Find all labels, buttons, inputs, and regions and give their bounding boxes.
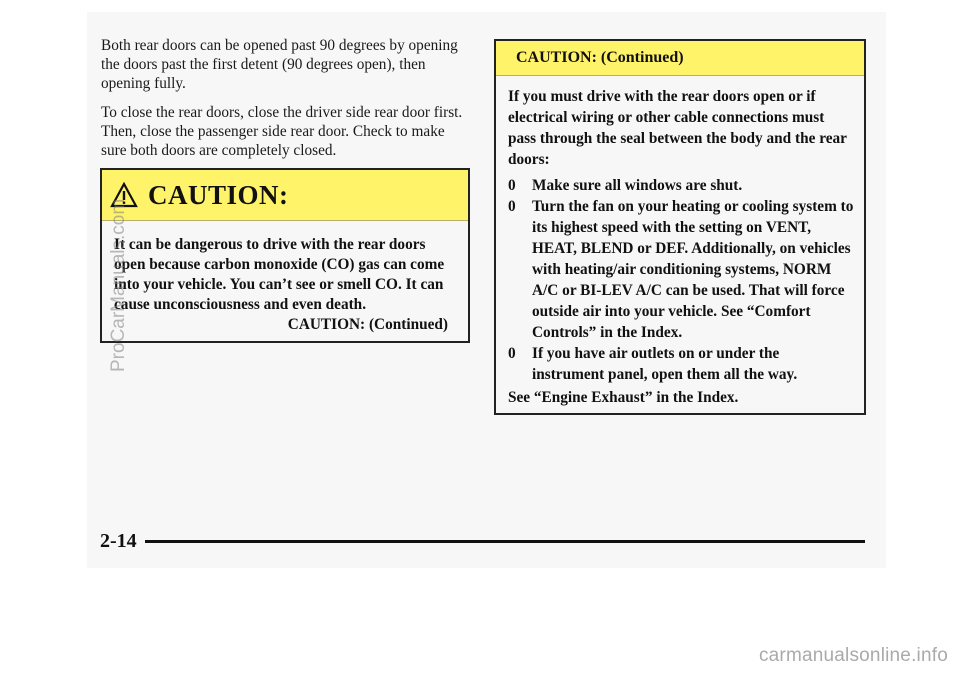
left-column — [101, 36, 471, 170]
caution-continued-body — [496, 76, 864, 408]
bullet-text: Make sure all windows are shut. — [532, 177, 743, 194]
caution-continued-label: CAUTION: (Continued) — [287, 316, 448, 333]
caution-body — [102, 221, 468, 335]
bullet-text: If you have air outlets on or under the instrument panel, open them all the way. — [532, 345, 798, 383]
caution-continued-heading: CAUTION: (Continued) — [516, 49, 684, 66]
page-footer — [100, 530, 865, 553]
caution-heading: CAUTION: — [148, 179, 289, 210]
list-item — [508, 196, 854, 343]
bullet-marker: 0 — [508, 345, 516, 362]
caution-intro: If you must drive with the rear doors open or if electrical wiring or other cable connections must pass through the seal between the body and the rear doors: — [508, 88, 847, 168]
bottom-watermark: carmanualsonline.info — [758, 645, 948, 666]
bullet-text: Turn the fan on your heating or cooling system to its highest speed with the setting on VENT, HEAT, BLEND or DEF. Additionally, on vehicles with heating/air conditioning systems, NORM A/C or BI-LEV A/C can be used. That will force outside air into your vehicle. See “Comfort Controls” in the Index. — [532, 198, 854, 341]
caution-header — [102, 170, 468, 221]
page-number: 2-14 — [100, 530, 137, 552]
caution-box-left — [100, 168, 470, 343]
see-also-reference: See “Engine Exhaust” in the Index. — [508, 389, 739, 406]
caution-box-right — [494, 39, 866, 415]
rear-door-open-paragraph: Both rear doors can be opened past 90 degrees by opening the doors past the first detent (90 degrees open), then opening fully. — [101, 37, 458, 92]
list-item — [508, 175, 854, 196]
caution-bullet-list — [508, 175, 854, 385]
bullet-marker: 0 — [508, 177, 516, 194]
list-item — [508, 343, 854, 385]
caution-text: It can be dangerous to drive with the rear doors open because carbon monoxide (CO) gas can come into your vehicle. You can’t see or smell CO. It can cause unconsciousness and even death. — [114, 236, 445, 313]
caution-continued-header — [496, 41, 864, 76]
rear-door-close-paragraph: To close the rear doors, close the driver side rear door first. Then, close the passenger side rear door. Check to make sure both doors are completely closed. — [101, 104, 463, 159]
bullet-marker: 0 — [508, 198, 516, 215]
side-watermark: ProCarManuals.com — [108, 198, 129, 372]
footer-rule — [145, 540, 865, 543]
